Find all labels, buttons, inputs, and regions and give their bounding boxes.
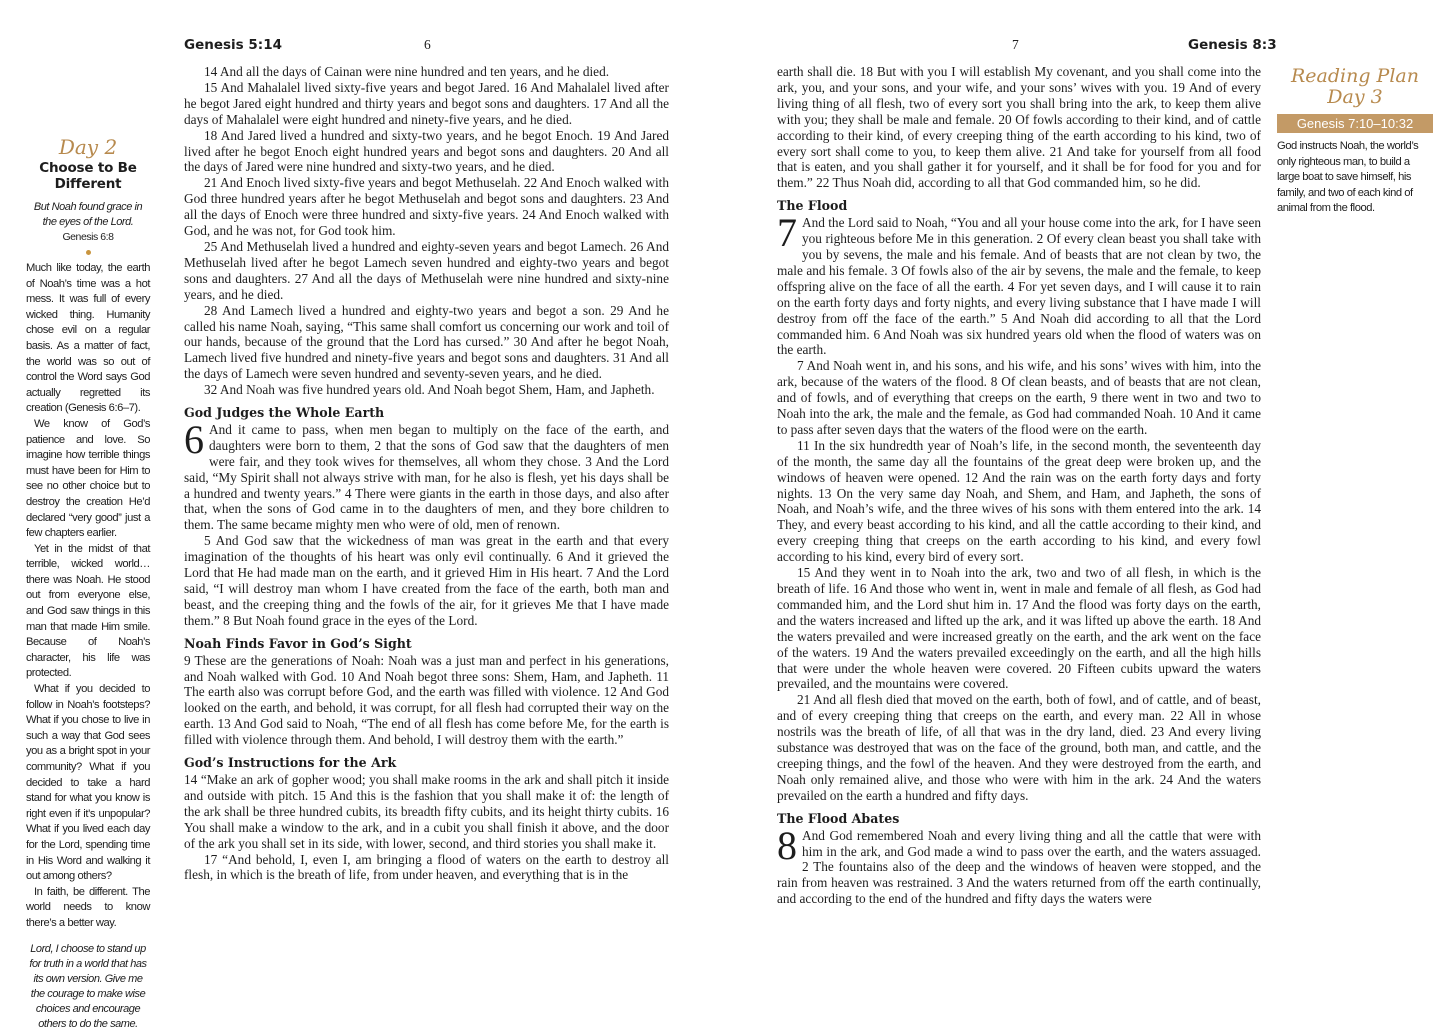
key-verse-reference: Genesis 6:8: [62, 231, 114, 243]
right-page: [722, 0, 1445, 972]
verse-paragraph: 14 “Make an ark of gopher wood; you shall make rooms in the ark and shall pitch it inside and outside with pitch. 15 And this is the fashion that you shall make it of: the length of the ark shall be three hundred cubits, its breadth fifty cubits, and its height thirty cubits. 16 You shall make a window to the ark, and in a cubit you shall finish it above, and the door of the ark you shall set in its side, with lower, second, and third stories you shall make it.: [184, 771, 669, 851]
verse-text: And God remembered Noah and every living thing and all the cattle that were with him in the ark, and God made a wind to pass over the earth, and the waters assuaged. 2 The fountains also of the deep and the windows of heaven were stopped, and the rain from heaven was restrained. 3 And the waters returned from off the earth continually, and according to the end of the hundred and fifty days the waters were: [777, 827, 1261, 907]
devotional-paragraph: Much like today, the earth of Noah’s time was a hot mess. It was full of every wicked thing. Humanity chose evil on a regular basis. As a matter of fact, the world was so out of control the Word says God actually regretted its creation (Genesis 6:6–7).: [26, 262, 150, 415]
prayer: Lord, I choose to stand up for truth in a world that has its own version. Give me the courage to make wise choices and encourage others to do the same.: [29, 942, 147, 1030]
chapter-number: 6: [184, 416, 204, 462]
verse-paragraph: 9 These are the generations of Noah: Noah was a just man and perfect in his generations, and Noah walked with God. 10 And Noah begot three sons: Shem, Ham, and Japheth. 11 The earth also was corrupt before God, and the earth was filled with violence. 12 And God looked on the earth, and behold, it was corrupt, for all flesh had corrupted their way on the earth. 13 And God said to Noah, “The end of all flesh has come before Me, for the earth is filled with violence through them. And behold, I will destroy them with the earth.”: [184, 652, 669, 748]
chapter-number: 7: [777, 210, 797, 256]
verse-paragraph: earth shall die. 18 But with you I will establish My covenant, and you shall come into the ark, you, and your sons, and your wife, and your sons’ wives with you. 19 And of every living thing of all flesh, two of every sort you shall bring into the ark, to keep them alive with you; they shall be male and female. 20 Of fowls according to their kind, and of cattle according to their kind, of every creeping thing of the earth according to his kind, two of every sort shall come to you, to keep them alive. 21 And take for yourself from all food that is eaten, and you shall gather it for yourself, and it shall be for food for you and for them.” 22 Thus Noah did, according to all that God commanded him, so he did.: [777, 64, 1261, 191]
verse-paragraph: 28 And Lamech lived a hundred and eighty-two years and begot a son. 29 And he called his name Noah, saying, “This same shall comfort us concerning our work and toil of our hands, because of the ground that the Lord has cursed.” 30 And after he begot Noah, Lamech lived five hundred and ninety-five years and begot sons and daughters. 31 And all the days of Lamech were seven hundred and seventy-seven years, and he died.: [184, 302, 669, 382]
verse-paragraph: 15 And Mahalalel lived sixty-five years and begot Jared. 16 And Mahalalel lived after he begot Jared eight hundred and thirty years and begot sons and daughters. 17 And all the days of Mahalalel were eight hundred and ninety-five years, and he died.: [184, 79, 669, 127]
verse-paragraph: 25 And Methuselah lived a hundred and eighty-seven years and begot Lamech. 26 And Methuselah lived after he begot Lamech seven hundred and eighty-two years and begot sons and daughters. 27 And all the days of Methuselah were nine hundred and sixty-nine years, and he died.: [184, 238, 669, 302]
scripture-column-right: [777, 64, 1261, 907]
verse-paragraph: 7 And Noah went in, and his sons, and his wife, and his sons’ wives with him, into the ark, because of the waters of the flood. 8 Of clean beasts, and of beasts that are not clean, and of fowls, and of everything that creeps on the earth, 9 there went in two and two to Noah into the ark, the male and the female, as God had commanded Noah. 10 And it came to pass after seven days that the waters of the flood were on the earth.: [777, 358, 1261, 437]
page-number-left: 6: [424, 37, 431, 52]
running-head-right: Genesis 8:3: [1188, 37, 1277, 53]
scripture-column-left: [184, 64, 669, 883]
verse-paragraph: 32 And Noah was five hundred years old. And Noah begot Shem, Ham, and Japheth.: [204, 382, 655, 398]
section-heading: Noah Finds Favor in God’s Sight: [184, 635, 412, 651]
reading-plan-reference: Genesis 7:10–10:32: [1277, 114, 1433, 133]
devotional-paragraph: What if you decided to follow in Noah’s footsteps? What if you chose to live in such a way that God sees you as a bright spot in your community? What if you decided to take a hard stand for what you know is right even if it’s unpopular? What if you lived each day for the Lord, spending time in His Word and walking it out among others?: [26, 683, 150, 883]
verse-paragraph: 17 “And behold, I, even I, am bringing a flood of waters on the earth to destroy all flesh, in which is the breath of life, from under heaven, and everything that is in the: [184, 851, 669, 883]
devotional-paragraph: Yet in the midst of that terrible, wicked world…there was Noah. He stood out from everyone else, and God saw things in this man that made Him smile. Because of Noah’s character, his life was protected.: [26, 542, 150, 680]
chapter-number: 8: [777, 822, 797, 868]
verse-paragraph: 5 And God saw that the wickedness of man was great in the earth and that every imagination of the thoughts of his heart was only evil continually. 6 And it grieved the Lord that He had made man on the earth, and it grieved Him in His heart. 7 And the Lord said, “I will destroy man whom I have created from the face of the earth, both man and beast, and the creeping thing and the fowls of the air, for it grieves Me that I have made them.” 8 But Noah found grace in the eyes of the Lord.: [184, 533, 669, 628]
chapter-opening: [777, 822, 1261, 908]
chapter-opening: [777, 210, 1261, 358]
reading-plan-sidebar: [1277, 66, 1433, 217]
section-heading: God’s Instructions for the Ark: [184, 755, 397, 771]
devotional-paragraph: We know of God’s patience and love. So imagine how terrible things must have been for Him to see no other choice but to destroy the creation He’d declared “very good” just a few chapters earlier.: [26, 417, 150, 540]
day-label: Day 2: [58, 135, 118, 159]
key-verse: But Noah found grace in the eyes of the Lord.: [33, 201, 143, 228]
section-heading: The Flood Abates: [777, 810, 900, 826]
devotional-body: [26, 261, 150, 932]
divider-dot-icon: [86, 250, 91, 255]
chapter-opening: [184, 416, 669, 533]
reading-plan-title: Reading Plan: [1291, 65, 1419, 87]
devotional-paragraph: In faith, be different. The world needs to know there’s a better way.: [26, 885, 150, 929]
reading-plan-day: Day 3: [1327, 86, 1383, 108]
running-head-left: Genesis 5:14: [184, 37, 282, 53]
section-heading: God Judges the Whole Earth: [184, 405, 385, 421]
verse-text: And it came to pass, when men began to multiply on the face of the earth, and daughters were born to them, 2 that the sons of God saw that the daughters of men were fair, and they took wives for themselves, all whom they chose. 3 And the Lord said, “My Spirit shall not always strive with man, for he also is flesh, yet his days shall be a hundred and twenty years.” 4 There were giants in the earth in those days, and also after that, when the sons of God came in to the daughters of men, and they bore children to them. The same became mighty men who were of old, men of renown.: [184, 421, 669, 533]
verse-paragraph: 15 And they went in to Noah into the ark, two and two of all flesh, in which is the breath of life. 16 And those who went in, went in male and female of all flesh, as God had commanded him, and the Lord shut him in. 17 And the flood was forty days on the earth, and the waters increased and lifted up the ark, and it was lifted up above the earth. 18 And the waters prevailed and were increased greatly on the earth, and the ark went on the face of the waters. 19 And the waters prevailed exceedingly on the earth, and all the high hills that were under the whole heaven were covered. 20 Fifteen cubits upward the waters prevailed, and the mountains were covered.: [777, 565, 1261, 692]
verse-paragraph: 21 And Enoch lived sixty-five years and begot Methuselah. 22 And Enoch walked with God three hundred years after he begot Methuselah and begot sons and daughters. 23 And all the days of Enoch were three hundred and sixty-five years. 24 And Enoch walked with God, and he was not, for God took him.: [184, 175, 669, 239]
verse-text: And the Lord said to Noah, “You and all your house come into the ark, for I have seen you righteous before Me in this generation. 2 Of every clean beast you shall take with you by sevens, the male and his female. And of beasts that are not clean by two, the male and his female. 3 Of fowls also of the air by sevens, the male and the female, to keep offspring alive on the face of all the earth. 4 For yet seven days, and I will cause it to rain on the earth forty days and forty nights, and every living substance that I have made I will destroy from off the face of the earth.” 5 And Noah did according to all that the Lord commanded him. 6 And Noah was six hundred years old when the flood of waters was on the earth.: [777, 215, 1261, 358]
devotional-sidebar: [26, 136, 150, 1032]
verse-paragraph: 14 And all the days of Cainan were nine hundred and ten years, and he died.: [204, 64, 610, 79]
section-heading: The Flood: [777, 198, 848, 214]
left-page: [0, 0, 720, 1030]
verse-paragraph: 18 And Jared lived a hundred and sixty-two years, and he begot Enoch. 19 And Jared lived after he begot Enoch eight hundred years and begot sons and daughters. 20 And all the days of Jared were nine hundred and sixty-two years, and he died.: [184, 127, 669, 175]
verse-paragraph: 11 In the six hundredth year of Noah’s life, in the second month, the seventeenth day of the month, the same day all the fountains of the great deep were broken up, and the windows of heaven were opened. 12 And the rain was on the earth forty days and forty nights. 13 On the very same day Noah, and Shem, and Ham, and Japheth, the sons of Noah, and Noah’s wife, and the three wives of his sons with them entered into the ark. 14 They, and every beast according to his kind, and all the cattle according to their kind, and every creeping thing that creeps on the earth according to his kind, and every fowl according to his kind, every bird of every sort.: [777, 437, 1261, 565]
page-number-right: 7: [1012, 37, 1019, 52]
devotional-title: Choose to Be Different: [39, 160, 137, 192]
verse-paragraph: 21 And all flesh died that moved on the earth, both of fowl, and of cattle, and of beast, and of every creeping thing that creeps on the earth, and every man. 22 All in whose nostrils was the breath of life, of all that was in the dry land, died. 23 And every living substance was destroyed that was on the face of the ground, both man, and cattle, and the creeping things, and the fowl of the heaven. And they were destroyed from the earth, and Noah only remained alive, and those who were with him in the ark. 24 And the waters prevailed on the earth a hundred and fifty days.: [777, 692, 1261, 803]
reading-plan-summary: God instructs Noah, the world’s only righteous man, to build a large boat to save himself, his family, and two of each kind of animal from the flood.: [1277, 140, 1419, 214]
